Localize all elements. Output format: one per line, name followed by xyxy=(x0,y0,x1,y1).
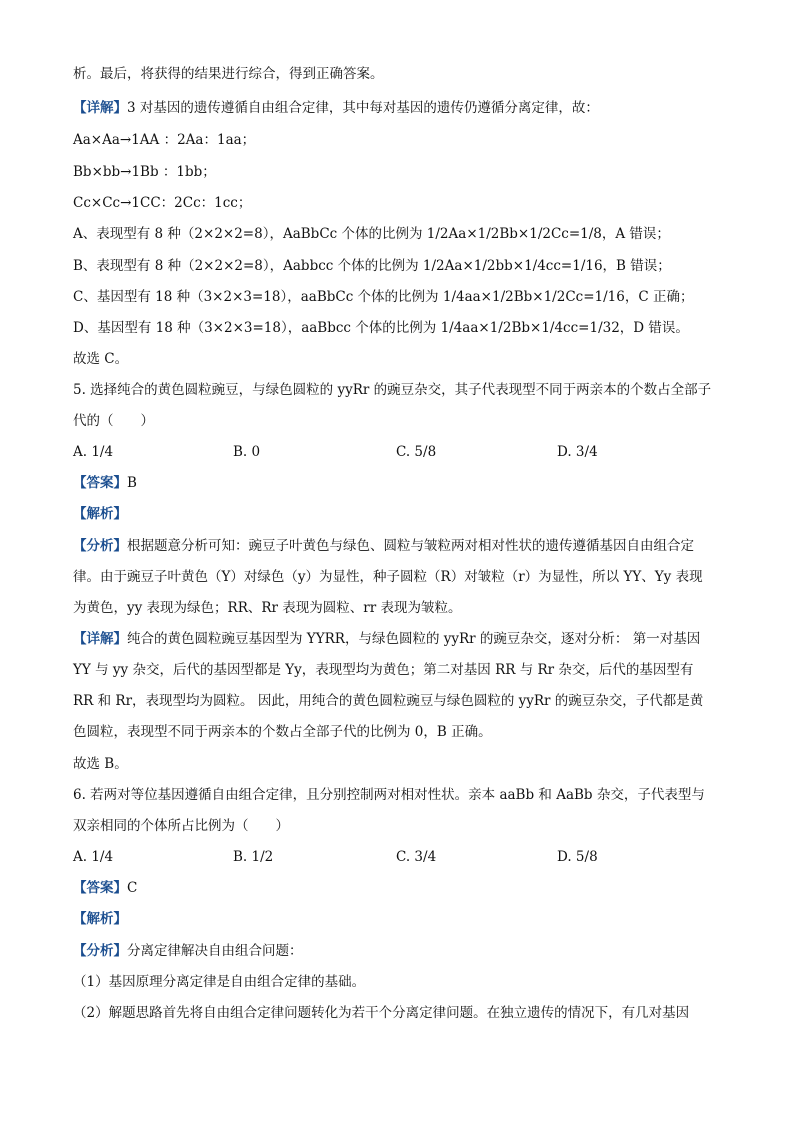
cross-aa: Aa×Aa→1AA ：2Aa：1aa； xyxy=(73,132,256,148)
q5-answer xyxy=(73,473,137,493)
detail-tag: 【详解】 xyxy=(73,100,127,116)
cross-cc: Cc×Cc→1CC：2Cc：1cc； xyxy=(73,195,252,211)
answer-tag: 【答案】 xyxy=(73,475,127,491)
intro-line-1: 析。最后，将获得的结果进行综合，得到正确答案。 xyxy=(73,66,384,82)
q5-option-a: A. 1/4 xyxy=(73,444,114,460)
analysis-text: 根据题意分析可知：豌豆子叶黄色与绿色、圆粒与皱粒两对相对性状的遗传遵循基因自由组合定 xyxy=(127,538,694,554)
option-a-analysis: A、表现型有 8 种（2×2×2=8），AaBbCc 个体的比例为 1/2Aa×1/2Bb×1/2Cc=1/8，A 错误； xyxy=(73,226,670,242)
q6-point-2: （2）解题思路首先将自由组合定律问题转化为若干个分离定律问题。在独立遗传的情况下，有几对基因 xyxy=(73,1005,690,1021)
option-b-analysis: B、表现型有 8 种（2×2×2=8），Aabbcc 个体的比例为 1/2Aa×1/2bb×1/4cc=1/16，B 错误； xyxy=(73,258,671,274)
detail-tag: 【详解】 xyxy=(73,631,127,647)
q6-jiexi-tag: 【解析】 xyxy=(73,911,127,927)
q5-option-d: D. 3/4 xyxy=(557,444,598,460)
q5-analysis-1 xyxy=(73,536,694,556)
q6-option-c: C. 3/4 xyxy=(396,849,437,865)
q5-option-c: C. 5/8 xyxy=(396,444,437,460)
answer-value: C xyxy=(127,880,138,896)
q5-detail-4: 色圆粒，表现型不同于两亲本的个数占全部子代的比例为 0，B 正确。 xyxy=(73,724,492,740)
q5-stem-2: 代的（ ） xyxy=(73,413,154,429)
cross-bb: Bb×bb→1Bb ：1bb； xyxy=(73,164,216,180)
q5-option-b: B. 0 xyxy=(233,444,261,460)
analysis-tag: 【分析】 xyxy=(73,943,127,959)
choose-c: 故选 C。 xyxy=(73,351,129,367)
answer-tag: 【答案】 xyxy=(73,880,127,896)
option-d-analysis: D、基因型有 18 种（3×2×3=18），aaBbcc 个体的比例为 1/4aa×1/2Bb×1/4cc=1/32，D 错误。 xyxy=(73,320,689,336)
intro-detail-line xyxy=(73,98,599,118)
q6-analysis-1 xyxy=(73,941,303,961)
analysis-tag: 【分析】 xyxy=(73,538,127,554)
q5-detail-1 xyxy=(73,629,700,649)
detail-text: 纯合的黄色圆粒豌豆基因型为 YYRR，与绿色圆粒的 yyRr 的豌豆杂交，逐对分析： 第一对基因 xyxy=(127,631,701,647)
q6-option-d: D. 5/8 xyxy=(557,849,598,865)
q5-jiexi-tag: 【解析】 xyxy=(73,506,127,522)
q5-detail-2: YY 与 yy 杂交，后代的基因型都是 Yy，表现型均为黄色；第二对基因 RR 与 Rr 杂交，后代的基因型有 xyxy=(73,662,694,678)
q5-stem-1: 5. 选择纯合的黄色圆粒豌豆，与绿色圆粒的 yyRr 的豌豆杂交，其子代表现型不同于两亲本的个数占全部子 xyxy=(73,382,712,398)
q6-answer xyxy=(73,878,137,898)
q5-choose: 故选 B。 xyxy=(73,756,128,772)
analysis-text: 分离定律解决自由组合问题： xyxy=(127,943,303,959)
q6-stem-1: 6. 若两对等位基因遵循自由组合定律，且分别控制两对相对性状。亲本 aaBb 和 AaBb 杂交，子代表型与 xyxy=(73,787,705,803)
q5-analysis-2: 律。由于豌豆子叶黄色（Y）对绿色（y）为显性，种子圆粒（R）对皱粒（r）为显性，所以 YY、Yy 表现 xyxy=(73,569,703,585)
detail-text: 3 对基因的遗传遵循自由组合定律，其中每对基因的遗传仍遵循分离定律，故： xyxy=(127,100,599,116)
q6-point-1: （1）基因原理分离定律是自由组合定律的基础。 xyxy=(73,974,366,990)
q5-detail-3: RR 和 Rr，表现型均为圆粒。 因此，用纯合的黄色圆粒豌豆与绿色圆粒的 yyRr 的豌豆杂交，子代都是黄 xyxy=(73,693,704,709)
q6-option-b: B. 1/2 xyxy=(233,849,274,865)
q6-option-a: A. 1/4 xyxy=(73,849,114,865)
q6-stem-2: 双亲相同的个体所占比例为（ ） xyxy=(73,818,289,834)
answer-value: B xyxy=(127,475,137,491)
q5-analysis-3: 为黄色，yy 表现为绿色；RR、Rr 表现为圆粒、rr 表现为皱粒。 xyxy=(73,600,462,616)
option-c-analysis: C、基因型有 18 种（3×2×3=18），aaBbCc 个体的比例为 1/4aa×1/2Bb×1/2Cc=1/16，C 正确； xyxy=(73,289,694,305)
